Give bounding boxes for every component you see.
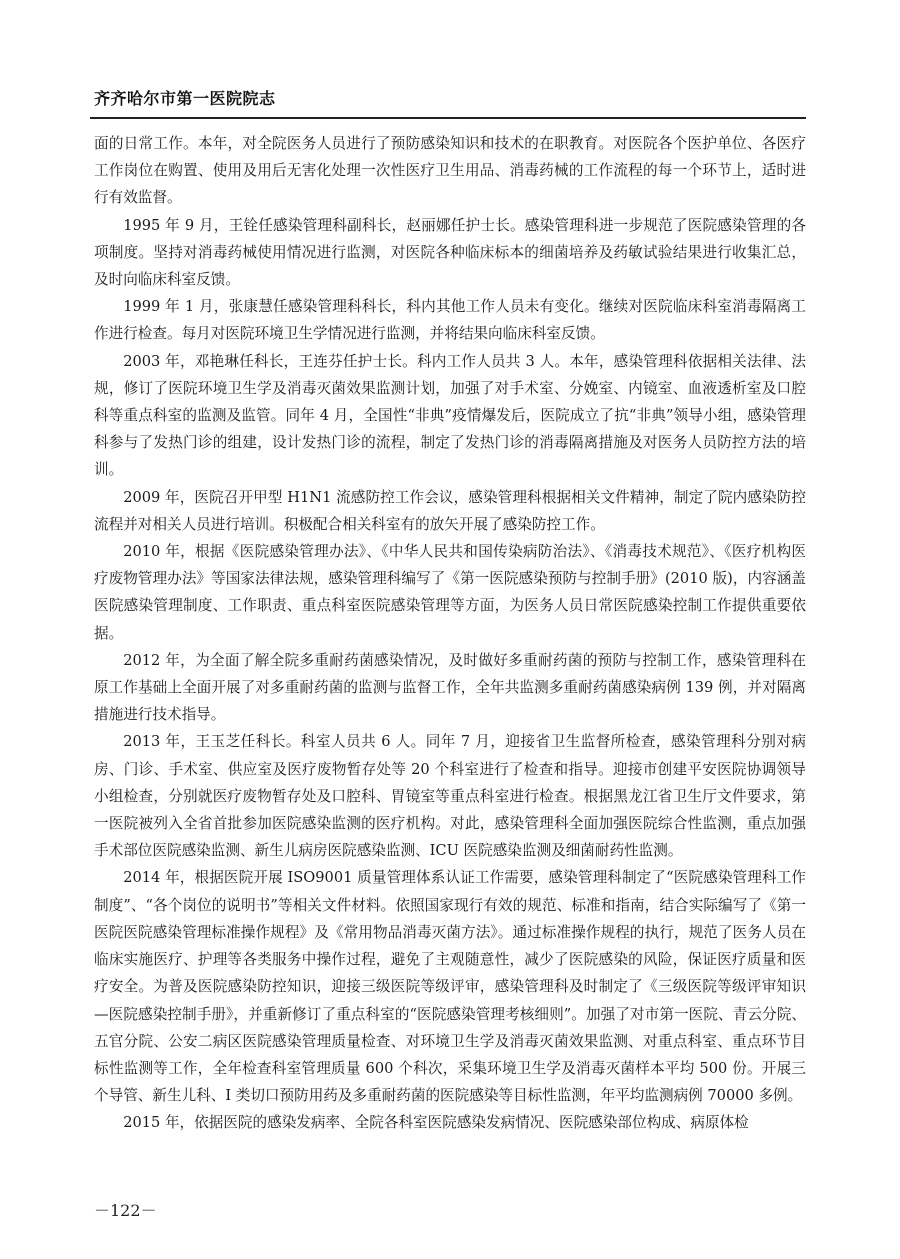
paragraph: 2003 年，邓艳琳任科长，王连芬任护士长。科内工作人员共 3 人。本年，感染管理科依据相关法律、法规，修订了医院环境卫生学及消毒灭菌效果监测计划，加强了对手术室、分娩室、内镜室、血液透析室及口腔科等重点科室的监测及监管。同年 4 月，全国性“非典”疫情爆发后，医院成立了抗“非典”领导小组，感染管理科参与了发热门诊的组建，设计发热门诊的流程，制定了发热门诊的消毒隔离措施及对医务人员防控方法的培训。 — [94, 352, 806, 479]
page-number: －122－ — [94, 1201, 157, 1220]
paragraph: 2010 年，根据《医院感染管理办法》、《中华人民共和国传染病防治法》、《消毒技术规范》、《医疗机构医疗废物管理办法》等国家法律法规，感染管理科编写了《第一医院感染预防与控制手册》(2010 版)，内容涵盖医院感染管理制度、工作职责、重点科室医院感染管理等方面，为医务人员日常医院感染控制工作提供重要依据。 — [94, 543, 806, 642]
body-text — [94, 130, 806, 1137]
paragraph: 1999 年 1 月，张康慧任感染管理科科长，科内其他工作人员未有变化。继续对医院临床科室消毒隔离工作进行检查。每月对医院环境卫生学情况进行监测，并将结果向临床科室反馈。 — [94, 298, 806, 343]
paragraph: 2012 年，为全面了解全院多重耐药菌感染情况，及时做好多重耐药菌的预防与控制工作，感染管理科在原工作基础上全面开展了对多重耐药菌的监测与监督工作，全年共监测多重耐药菌感染病例 139 例，并对隔离措施进行技术指导。 — [94, 651, 806, 724]
paragraph: 2009 年，医院召开甲型 H1N1 流感防控工作会议，感染管理科根据相关文件精神，制定了院内感染防控流程并对相关人员进行培训。积极配合相关科室有的放矢开展了感染防控工作。 — [94, 488, 806, 533]
paragraph: 面的日常工作。本年，对全院医务人员进行了预防感染知识和技术的在职教育。对医院各个医护单位、各医疗工作岗位在购置、使用及用后无害化处理一次性医疗卫生用品、消毒药械的工作流程的每一个环节上，适时进行有效监督。 — [94, 135, 806, 207]
paragraph: 2015 年，依据医院的感染发病率、全院各科室医院感染发病情况、医院感染部位构成、病原体检 — [123, 1114, 749, 1132]
paragraph: 2014 年，根据医院开展 ISO9001 质量管理体系认证工作需要，感染管理科制定了“医院感染管理科工作制度”、“各个岗位的说明书”等相关文件材料。依照国家现行有效的规范、标准和指南，结合实际编写了《第一医院医院感染管理标准操作规程》及《常用物品消毒灭菌方法》。通过标准操作规程的执行，规范了医务人员在临床实施医疗、护理等各类服务中操作过程，避免了主观随意性，减少了医院感染的风险，保证医疗质量和医疗安全。为普及医院感染防控知识，迎接三级医院等级评审，感染管理科及时制定了《三级医院等级评审知识—医院感染控制手册》，并重新修订了重点科室的“医院感染管理考核细则”。加强了对市第一医院、青云分院、五官分院、公安二病区医院感染管理质量检查、对环境卫生学及消毒灭菌效果监测、对重点科室、重点环节目标性监测等工作，全年检查科室管理质量 600 个科次，采集环境卫生学及消毒灭菌样本平均 500 份。开展三个导管、新生儿科、I 类切口预防用药及多重耐药菌的医院感染等目标性监测，年平均监测病例 70000 多例。 — [94, 869, 806, 1105]
header-divider — [90, 117, 806, 119]
paragraph: 2013 年，王玉芝任科长。科室人员共 6 人。同年 7 月，迎接省卫生监督所检查，感染管理科分别对病房、门诊、手术室、供应室及医疗废物暂存处等 20 个科室进行了检查和指导。迎接市创建平安医院协调领导小组检查，分别就医疗废物暂存处及口腔科、胃镜室等重点科室进行检查。根据黑龙江省卫生厅文件要求，第一医院被列入全省首批参加医院感染监测的医疗机构。对此，感染管理科全面加强医院综合性监测，重点加强手术部位医院感染监测、新生儿病房医院感染监测、ICU 医院感染监测及细菌耐药性监测。 — [94, 733, 806, 860]
paragraph: 1995 年 9 月，王铨任感染管理科副科长，赵丽娜任护士长。感染管理科进一步规范了医院感染管理的各项制度。坚持对消毒药械使用情况进行监测，对医院各种临床标本的细菌培养及药敏试验结果进行收集汇总，及时向临床科室反馈。 — [94, 216, 806, 289]
running-header-title: 齐齐哈尔市第一医院院志 — [94, 89, 276, 108]
